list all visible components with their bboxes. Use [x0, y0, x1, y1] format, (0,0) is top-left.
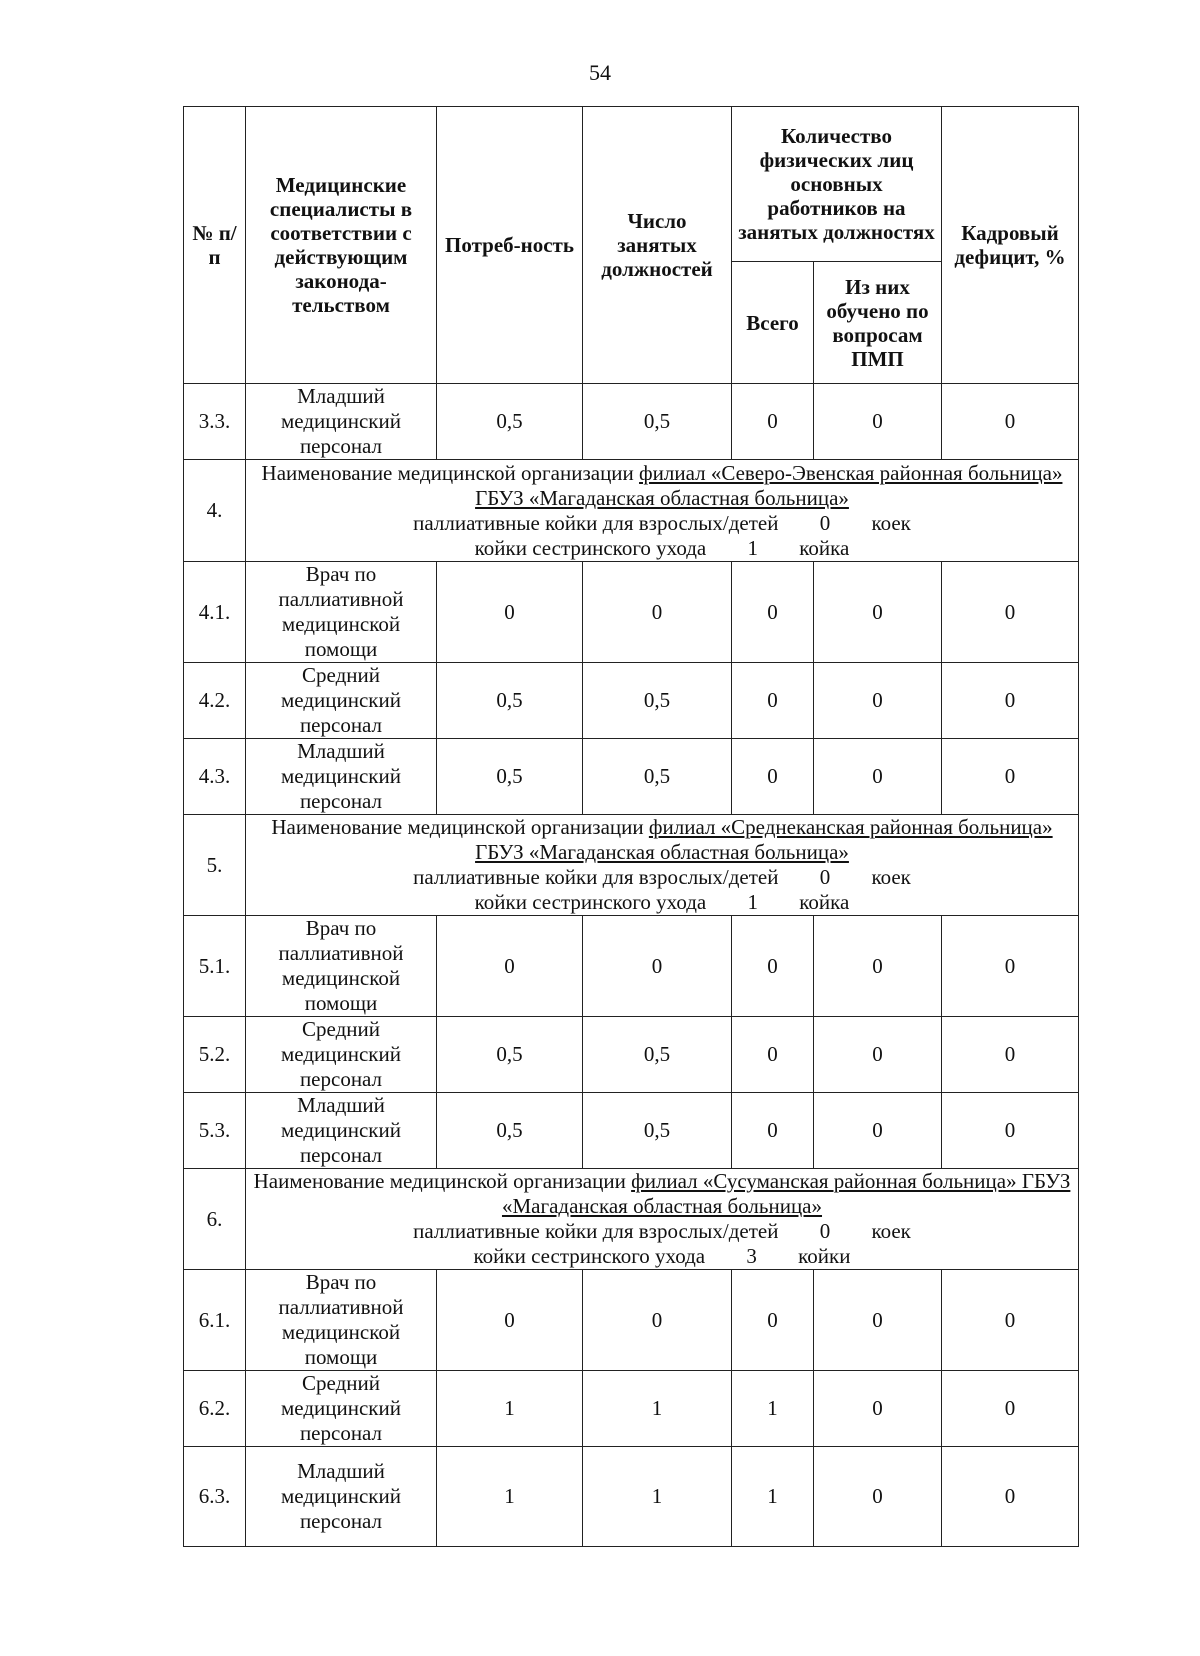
organization-cell	[246, 1169, 1079, 1270]
row-occupied: 1	[583, 1371, 732, 1447]
row-num: 4.3.	[184, 739, 246, 815]
row-num: 5.2.	[184, 1017, 246, 1093]
header-occupied: Число занятых должностей	[583, 107, 732, 384]
row-need: 0	[437, 916, 583, 1017]
palliative-beds-label: паллиативные койки для взрослых/детей	[413, 1219, 779, 1243]
table-row	[184, 1270, 1079, 1371]
row-need: 0,5	[437, 1017, 583, 1093]
row-total: 1	[732, 1371, 814, 1447]
table-row	[184, 739, 1079, 815]
row-total: 0	[732, 663, 814, 739]
row-specialist: Средний медицинский персонал	[246, 663, 437, 739]
row-total: 0	[732, 1093, 814, 1169]
row-specialist: Средний медицинский персонал	[246, 1017, 437, 1093]
row-trained: 0	[814, 663, 942, 739]
row-trained: 0	[814, 916, 942, 1017]
table-row	[184, 1093, 1079, 1169]
row-num: 5.1.	[184, 916, 246, 1017]
row-occupied: 1	[583, 1447, 732, 1547]
row-trained: 0	[814, 1017, 942, 1093]
row-occupied: 0	[583, 1270, 732, 1371]
organization-name: филиал «Сусуманская районная больница» ГБУЗ «Магаданская областная больница»	[501, 1169, 1071, 1218]
row-need: 0,5	[437, 384, 583, 460]
row-trained: 0	[814, 1371, 942, 1447]
table-row	[184, 916, 1079, 1017]
row-trained: 0	[814, 1447, 942, 1547]
palliative-beds-label: паллиативные койки для взрослых/детей	[413, 865, 779, 889]
row-deficit: 0	[942, 1093, 1079, 1169]
nursing-beds-count: 1	[747, 535, 759, 560]
row-specialist: Младший медицинский персонал	[246, 1447, 437, 1547]
header-need: Потреб-ность	[437, 107, 583, 384]
row-total: 0	[732, 1270, 814, 1371]
header-total: Всего	[732, 262, 814, 384]
organization-row	[184, 1169, 1079, 1270]
row-num: 4.	[184, 460, 246, 562]
row-deficit: 0	[942, 1270, 1079, 1371]
row-deficit: 0	[942, 1371, 1079, 1447]
row-num: 6.2.	[184, 1371, 246, 1447]
row-trained: 0	[814, 562, 942, 663]
row-deficit: 0	[942, 384, 1079, 460]
row-trained: 0	[814, 739, 942, 815]
row-num: 6.1.	[184, 1270, 246, 1371]
row-num: 5.3.	[184, 1093, 246, 1169]
row-deficit: 0	[942, 916, 1079, 1017]
row-occupied: 0,5	[583, 1017, 732, 1093]
header-num: № п/п	[184, 107, 246, 384]
table-row	[184, 1447, 1079, 1547]
row-need: 0,5	[437, 1093, 583, 1169]
row-occupied: 0,5	[583, 384, 732, 460]
row-deficit: 0	[942, 1447, 1079, 1547]
organization-name: филиал «Северо-Эвенская районная больница» ГБУЗ «Магаданская областная больница»	[475, 460, 1063, 510]
row-trained: 0	[814, 384, 942, 460]
row-need: 1	[437, 1371, 583, 1447]
nursing-beds-unit: койка	[799, 890, 850, 914]
organization-row	[184, 815, 1079, 916]
row-need: 0	[437, 562, 583, 663]
row-deficit: 0	[942, 663, 1079, 739]
table-header	[184, 107, 1079, 384]
row-occupied: 0,5	[583, 739, 732, 815]
table-row	[184, 1371, 1079, 1447]
row-total: 0	[732, 562, 814, 663]
header-deficit: Кадровый дефицит, %	[942, 107, 1079, 384]
organization-prefix: Наименование медицинской организации	[253, 1169, 626, 1193]
row-num: 6.3.	[184, 1447, 246, 1547]
row-specialist: Средний медицинский персонал	[246, 1371, 437, 1447]
row-trained: 0	[814, 1093, 942, 1169]
nursing-beds-label: койки сестринского ухода	[474, 890, 707, 914]
nursing-beds-count: 3	[746, 1244, 757, 1268]
table-row	[184, 384, 1079, 460]
nursing-beds-label: койки сестринского ухода	[474, 535, 707, 560]
palliative-beds-unit: коек	[871, 865, 911, 889]
row-total: 0	[732, 916, 814, 1017]
row-occupied: 0,5	[583, 1093, 732, 1169]
row-need: 0	[437, 1270, 583, 1371]
palliative-beds-unit: коек	[871, 1219, 911, 1243]
palliative-beds-count: 0	[819, 510, 831, 535]
row-need: 0,5	[437, 739, 583, 815]
table-row	[184, 562, 1079, 663]
organization-cell	[246, 815, 1079, 916]
organization-prefix: Наименование медицинской организации	[271, 815, 644, 839]
organization-cell	[246, 460, 1079, 562]
row-trained: 0	[814, 1270, 942, 1371]
palliative-beds-count: 0	[819, 1219, 831, 1243]
organization-row	[184, 460, 1079, 562]
nursing-beds-label: койки сестринского ухода	[473, 1244, 706, 1268]
row-total: 1	[732, 1447, 814, 1547]
row-deficit: 0	[942, 739, 1079, 815]
row-specialist: Младший медицинский персонал	[246, 739, 437, 815]
palliative-beds-count: 0	[819, 865, 831, 889]
row-deficit: 0	[942, 1017, 1079, 1093]
row-specialist: Младший медицинский персонал	[246, 1093, 437, 1169]
row-specialist: Врач по паллиативной медицинской помощи	[246, 1270, 437, 1371]
row-total: 0	[732, 1017, 814, 1093]
row-specialist: Врач по паллиативной медицинской помощи	[246, 916, 437, 1017]
page-number: 54	[589, 60, 611, 85]
header-specialists: Медицинские специалисты в соответствии с действующим законода-тельством	[246, 107, 437, 384]
row-occupied: 0	[583, 562, 732, 663]
organization-prefix: Наименование медицинской организации	[261, 460, 634, 485]
row-num: 6.	[184, 1169, 246, 1270]
row-occupied: 0,5	[583, 663, 732, 739]
row-deficit: 0	[942, 562, 1079, 663]
row-specialist: Младший медицинский персонал	[246, 384, 437, 460]
palliative-beds-unit: коек	[871, 510, 911, 535]
table-body	[184, 384, 1079, 1547]
palliative-beds-label: паллиативные койки для взрослых/детей	[413, 510, 779, 535]
row-total: 0	[732, 739, 814, 815]
header-count-group: Количество физических лиц основных работников на занятых должностях	[732, 107, 942, 262]
header-trained: Из них обучено по вопросам ПМП	[814, 262, 942, 384]
row-need: 0,5	[437, 663, 583, 739]
row-num: 4.2.	[184, 663, 246, 739]
nursing-beds-count: 1	[747, 890, 759, 914]
row-specialist: Врач по паллиативной медицинской помощи	[246, 562, 437, 663]
row-occupied: 0	[583, 916, 732, 1017]
table-row	[184, 663, 1079, 739]
row-num: 4.1.	[184, 562, 246, 663]
nursing-beds-unit: койки	[798, 1244, 851, 1268]
row-total: 0	[732, 384, 814, 460]
table-row	[184, 1017, 1079, 1093]
staffing-table	[183, 106, 1079, 1547]
row-num: 3.3.	[184, 384, 246, 460]
nursing-beds-unit: койка	[799, 535, 850, 560]
row-num: 5.	[184, 815, 246, 916]
row-need: 1	[437, 1447, 583, 1547]
organization-name: филиал «Среднеканская районная больница» ГБУЗ «Магаданская областная больница»	[475, 815, 1053, 864]
